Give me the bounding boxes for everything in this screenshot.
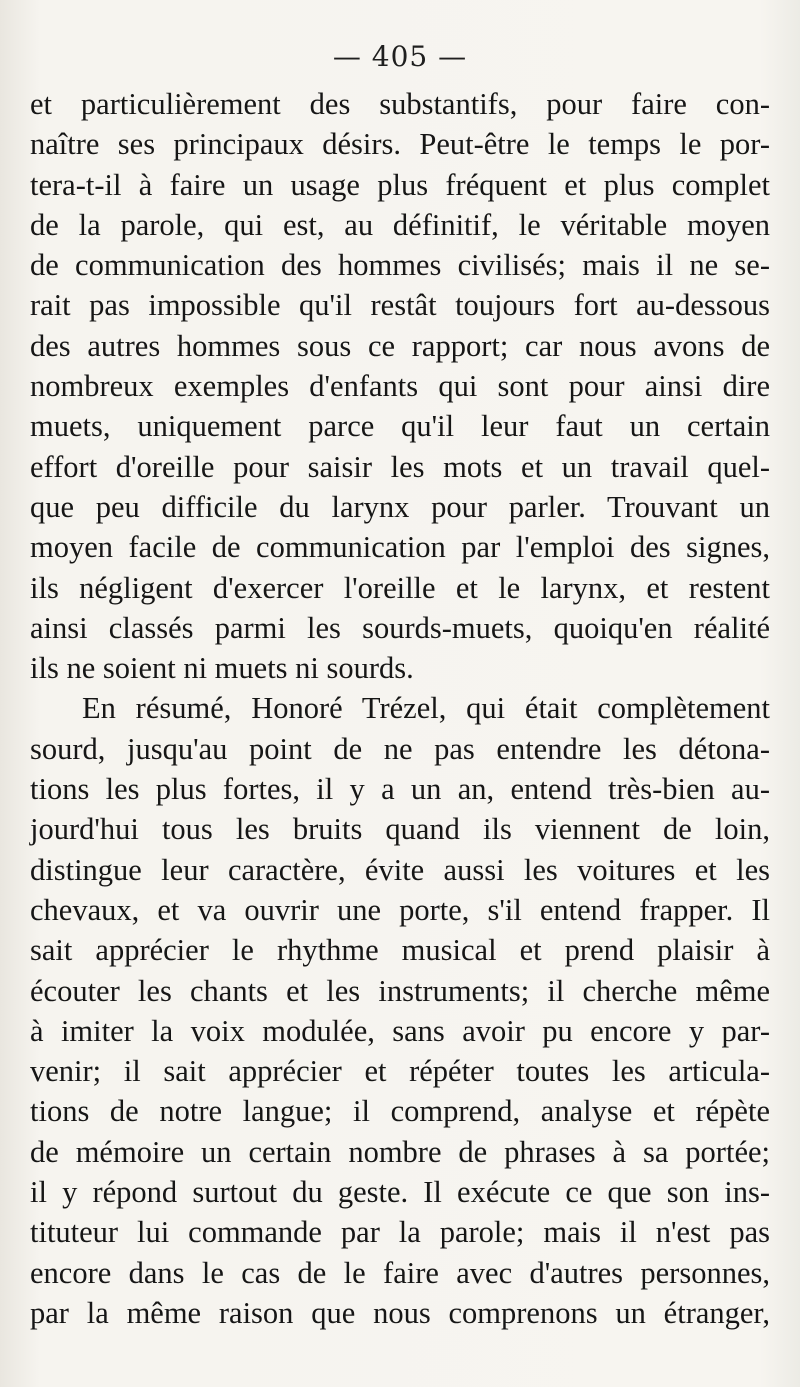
body-text <box>30 84 770 1333</box>
text-line: tituteur lui commande par la parole; mais il n'est pas <box>30 1215 770 1250</box>
text-line: à imiter la voix modulée, sans avoir pu encore y par- <box>30 1013 770 1048</box>
text-line: tera-t-il à faire un usage plus fréquent et plus complet <box>30 167 770 202</box>
text-line: tions les plus fortes, il y a un an, entend très-bien au- <box>30 772 770 807</box>
text-line: moyen facile de communication par l'emploi des signes, <box>30 530 770 565</box>
text-line: sourd, jusqu'au point de ne pas entendre les détona- <box>30 731 770 766</box>
text-line: effort d'oreille pour saisir les mots et un travail quel- <box>30 449 770 484</box>
text-line: rait pas impossible qu'il restât toujours fort au-dessous <box>30 288 770 323</box>
text-line: encore dans le cas de le faire avec d'autres personnes, <box>30 1255 770 1290</box>
text-line: par la même raison que nous comprenons un étranger, <box>30 1295 770 1330</box>
text-line: muets, uniquement parce qu'il leur faut un certain <box>30 409 770 444</box>
text-line: jourd'hui tous les bruits quand ils viennent de loin, <box>30 812 770 847</box>
text-line: En résumé, Honoré Trézel, qui était complètement <box>82 691 770 726</box>
text-line: ils ne soient ni muets ni sourds. <box>30 651 414 686</box>
text-line: distingue leur caractère, évite aussi les voitures et les <box>30 852 770 887</box>
text-line: tions de notre langue; il comprend, analyse et répète <box>30 1094 770 1129</box>
text-line: venir; il sait apprécier et répéter toutes les articula- <box>30 1054 770 1089</box>
text-line: de la parole, qui est, au définitif, le véritable moyen <box>30 207 770 242</box>
text-line: nombreux exemples d'enfants qui sont pour ainsi dire <box>30 369 770 404</box>
text-line: et particulièrement des substantifs, pour faire con- <box>30 87 770 121</box>
text-line: sait apprécier le rhythme musical et prend plaisir à <box>30 933 770 968</box>
text-line: écouter les chants et les instruments; il cherche même <box>30 973 770 1008</box>
text-line: naître ses principaux désirs. Peut-être le temps le por- <box>30 127 770 162</box>
text-line: ainsi classés parmi les sourds-muets, quoiqu'en réalité <box>30 610 770 645</box>
paragraph-2 <box>30 688 770 1333</box>
text-line: chevaux, et va ouvrir une porte, s'il entend frapper. Il <box>30 892 770 927</box>
text-line: des autres hommes sous ce rapport; car nous avons de <box>30 328 770 363</box>
text-line: de mémoire un certain nombre de phrases à sa portée; <box>30 1134 770 1169</box>
paragraph-1 <box>30 84 770 688</box>
text-line: ils négligent d'exercer l'oreille et le larynx, et restent <box>30 570 770 605</box>
page-number: — 405 — <box>332 40 468 73</box>
text-line: de communication des hommes civilisés; mais il ne se- <box>30 248 770 283</box>
text-line: que peu difficile du larynx pour parler. Trouvant un <box>30 489 770 524</box>
text-line: il y répond surtout du geste. Il exécute ce que son ins- <box>30 1175 770 1210</box>
